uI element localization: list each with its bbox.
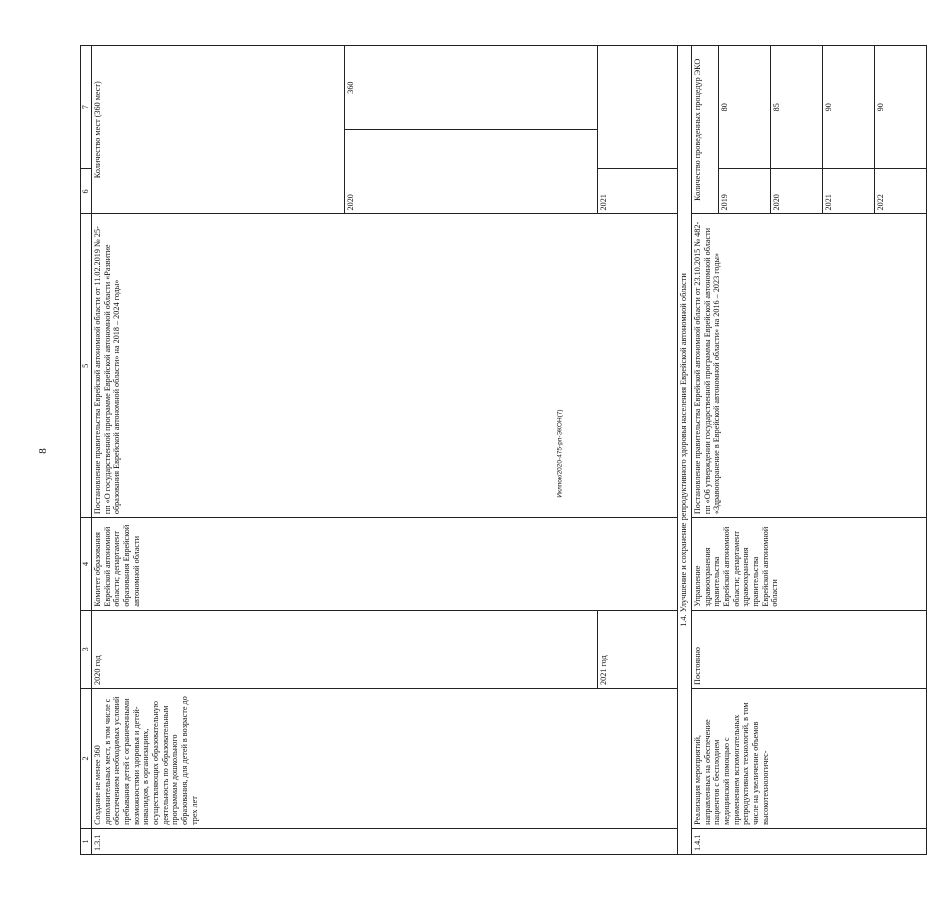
row-number: 1.3.1 (92, 828, 678, 854)
col-header-7: 7 (81, 46, 92, 169)
col-header-3: 3 (81, 610, 92, 688)
document-id-footer: Иклпок/2020-475-рп-ЭКОН(7) (556, 409, 564, 498)
basis-cell: Постановление правительства Еврейской автономной области от 23.10.2015 № 482-пп «Об утверждении государственной программы Еврейской автономной области «Здравоохранение в Еврейской автономной области» на 2016 – 2023 годы» (692, 214, 927, 518)
col-header-1: 1 (81, 828, 92, 854)
basis-cell: Постановление правительства Еврейской автономной области от 11.02.2019 № 25-пп «О государственной программе Еврейской автономной области «Развитие образования Еврейской автономной области» на 2018 – 2024 годы» (92, 214, 678, 518)
year-cell: 2020 (771, 169, 823, 214)
page-number: 8 (36, 448, 49, 454)
executor-cell: Комитет образования Еврейской автономной области; департамент образования Еврейской автономной области (92, 518, 678, 611)
table-row (692, 46, 719, 855)
col-header-2: 2 (81, 688, 92, 828)
table-row (92, 46, 598, 855)
term-cell: 2020 год (92, 610, 598, 688)
measure-name: Реализация мероприятий, направленных на обеспечение пациентов с бесплодием медицинской помощью с применением вспомогательных репродуктивных технологий, в том числе на увеличение объемов высокотехнологичес- (692, 688, 927, 828)
header-row (81, 46, 92, 855)
year-cell: 2020 (345, 130, 598, 214)
indicator-title: Количество мест (360 мест) (92, 46, 345, 213)
value-cell: 90 (875, 46, 927, 169)
indicator-title: Количество проведенных процедур ЭКО (692, 46, 719, 214)
indicator-block (92, 46, 598, 214)
rotated-table-stage (80, 45, 885, 855)
value-cell: 85 (771, 46, 823, 169)
col-header-6: 6 (81, 169, 92, 214)
col-header-5: 5 (81, 214, 92, 518)
value-cell: 90 (823, 46, 875, 169)
row-number: 1.4.1 (692, 828, 927, 854)
year-cell: 2022 (875, 169, 927, 214)
section-row (678, 46, 692, 855)
term-cell: Постоянно (692, 610, 927, 688)
value-cell (598, 46, 678, 169)
col-header-4: 4 (81, 518, 92, 611)
year-cell: 2021 (598, 169, 678, 214)
value-cell: 360 (346, 81, 355, 94)
section-title: 1.4. Улучшение и сохранение репродуктивного здоровья населения Еврейской автономной области (678, 46, 692, 855)
year-cell: 2019 (719, 169, 771, 214)
term-cell: 2021 год (598, 610, 678, 688)
value-cell: 80 (719, 46, 771, 169)
measure-name: Создание не менее 360 дополнительных мест, в том числе с обеспечением необходимых условий пребывания детей с ограниченными возможностями здоровья и детей-инвалидов, в организациях, осуществляющих образовательную деятельность по образовательным программам дошкольного образования, для детей в возрасте до трех лет (92, 688, 678, 828)
measures-table (80, 45, 927, 855)
executor-cell: Управление здравоохранения правительства Еврейской автономной области; департамент здравоохранения правительства Еврейской автономной области (692, 518, 927, 611)
year-cell: 2021 (823, 169, 875, 214)
